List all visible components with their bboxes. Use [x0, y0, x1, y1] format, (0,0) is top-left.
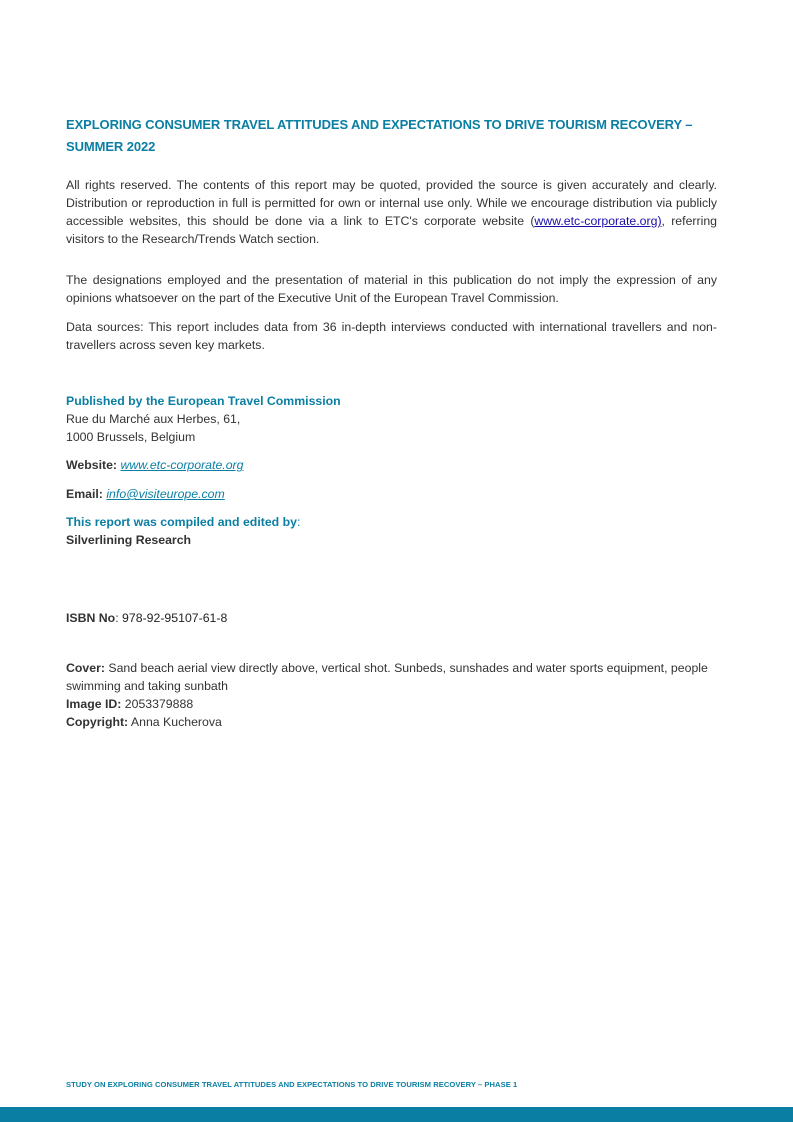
copyright-value: Anna Kucherova — [128, 715, 222, 729]
website-label: Website: — [66, 458, 118, 472]
rights-paragraph — [66, 176, 717, 248]
etc-corporate-link[interactable]: www.etc-corporate.org) — [534, 214, 662, 228]
cover-label: Cover: — [66, 661, 105, 675]
email-block — [66, 485, 717, 503]
compiled-colon: : — [296, 515, 301, 529]
publisher-heading: Published by the European Travel Commission — [66, 394, 341, 408]
email-link[interactable]: info@visiteurope.com — [106, 487, 225, 501]
cover-description: Sand beach aerial view directly above, vertical shot. Sunbeds, sunshades and water sports equipment, people swimming and taking sunbath — [66, 661, 708, 693]
publisher-block — [66, 392, 717, 446]
report-title-line1: EXPLORING CONSUMER TRAVEL ATTITUDES AND EXPECTATIONS TO DRIVE TOURISM RECOVERY – — [66, 117, 693, 132]
designations-paragraph: The designations employed and the presentation of material in this publication do not imply the expression of any opinions whatsoever on the part of the Executive Unit of the European Travel Commission. — [66, 273, 717, 305]
compiled-by: Silverlining Research — [66, 533, 192, 547]
isbn-value: 978-92-95107-61-8 — [122, 611, 228, 625]
address-line2: 1000 Brussels, Belgium — [66, 430, 196, 444]
report-title-line2: SUMMER 2022 — [66, 139, 156, 154]
image-id-value: 2053379888 — [121, 697, 194, 711]
cover-credits-block — [66, 659, 717, 731]
website-link[interactable]: www.etc-corporate.org — [120, 458, 244, 472]
image-id-label: Image ID: — [66, 697, 122, 711]
website-block — [66, 456, 717, 474]
rights-text-after: , referring visitors to the Research/Trends Watch section. — [66, 214, 718, 246]
compiled-label: This report was compiled and edited by — [66, 515, 297, 529]
report-title — [66, 114, 721, 158]
rights-text: All rights reserved. The contents of this report may be quoted, provided the source is given accurately and clearly. Distribution or reproduction in full is permitted for own or internal use only. While we encourage distribution via publicly accessible websites, this should be done via a link to ETC's corporate website ( — [66, 178, 717, 228]
isbn-sep: : — [115, 611, 123, 625]
data-sources-paragraph: Data sources: This report includes data from 36 in-depth interviews conducted with international travellers and non-travellers across seven key markets. — [66, 320, 717, 352]
address-line1: Rue du Marché aux Herbes, 61, — [66, 412, 241, 426]
isbn-block — [66, 609, 717, 627]
footer-bar — [0, 1107, 793, 1122]
email-label: Email: — [66, 487, 103, 501]
compiled-block — [66, 513, 717, 549]
copyright-label: Copyright: — [66, 715, 129, 729]
footer-running-title: STUDY ON EXPLORING CONSUMER TRAVEL ATTITUDES AND EXPECTATIONS TO DRIVE TOURISM RECOVERY – PHASE 1 — [66, 1080, 518, 1089]
isbn-label: ISBN No — [66, 611, 116, 625]
